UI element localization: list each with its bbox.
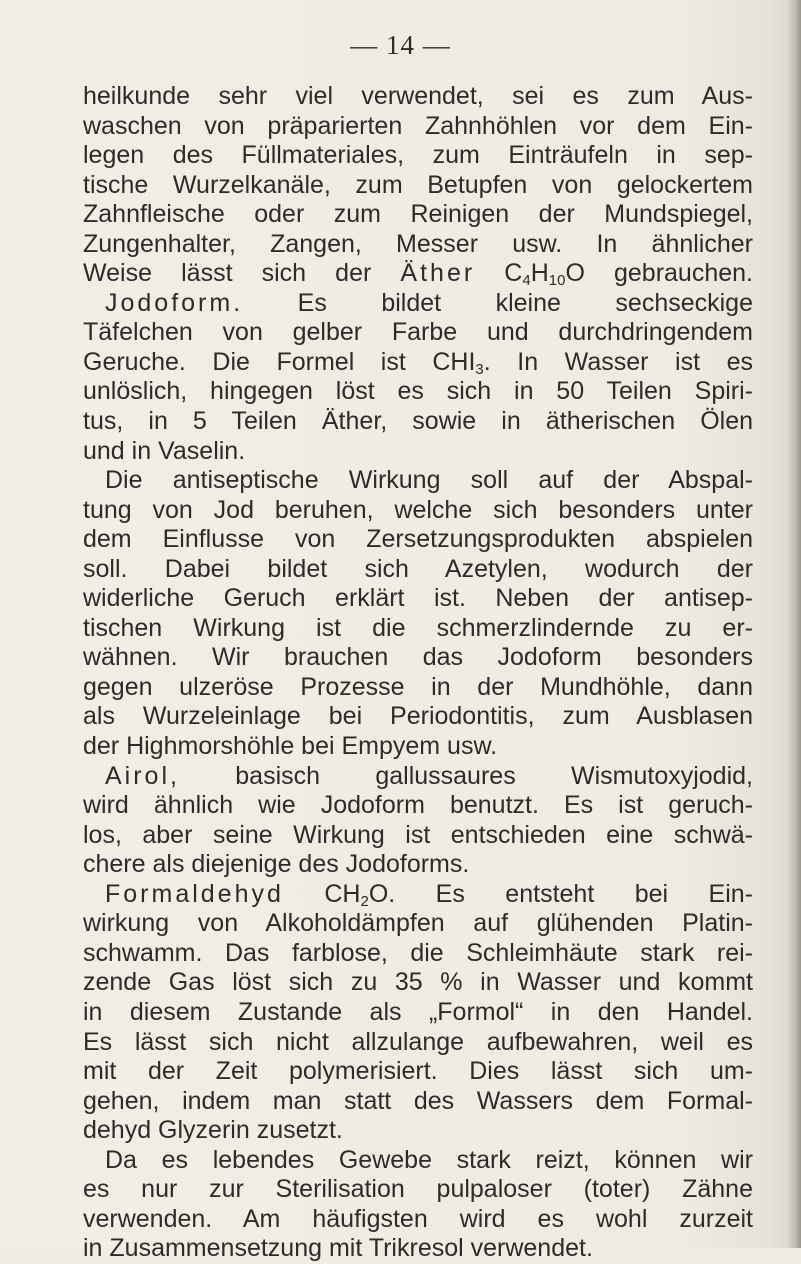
spaced-term-airol: Airol, bbox=[105, 761, 180, 790]
text-line: verwenden. Am häufigsten wird es wohl zurzeit bbox=[83, 1204, 753, 1233]
text-line: als Wurzeleinlage bei Periodontitis, zum Ausblasen bbox=[83, 702, 753, 731]
text-line: es nur zur Sterilisation pulpaloser (toter) Zähne bbox=[83, 1175, 753, 1204]
text-line: tischen Wirkung ist die schmerzlindernde zu er- bbox=[83, 613, 753, 642]
text-line-airol bbox=[83, 762, 753, 792]
spaced-term-ather: Äther bbox=[400, 259, 476, 288]
subscript: 2 bbox=[360, 892, 369, 910]
text-line: dehyd Glyzerin zusetzt. bbox=[83, 1116, 343, 1145]
text-line: waschen von präparierten Zahnhöhlen vor dem Ein- bbox=[83, 111, 753, 140]
text-line: legen des Füllmateriales, zum Einträufeln in sep- bbox=[83, 141, 753, 170]
text-line-formula bbox=[83, 348, 753, 378]
text-line: tung von Jod beruhen, welche sich besonders unter bbox=[83, 495, 753, 524]
text-line: der Highmorshöhle bei Empyem usw. bbox=[83, 732, 498, 761]
text-line: tische Wurzelkanäle, zum Betupfen von gelockertem bbox=[83, 170, 753, 199]
text-line: Zahnfleische oder zum Reinigen der Mundspiegel, bbox=[83, 200, 753, 229]
spaced-term-jodoform: Jodoform. bbox=[105, 288, 244, 317]
text-fragment: CH bbox=[283, 879, 361, 908]
text-line-jodoform bbox=[83, 289, 753, 319]
page-edge-shadow bbox=[787, 0, 801, 1248]
spaced-term-formaldehyd: Formaldehyd bbox=[105, 879, 284, 908]
text-fragment: C bbox=[475, 259, 523, 288]
text-fragment: Weise lässt sich der bbox=[83, 259, 401, 288]
text-line: widerliche Geruch erklärt ist. Neben der antisep- bbox=[83, 584, 753, 613]
text-line: gehen, indem man statt des Wassers dem Formal- bbox=[83, 1086, 753, 1115]
text-line: schwamm. Das farblose, die Schleimhäute stark rei- bbox=[83, 938, 753, 967]
text-fragment: Geruche. Die Formel ist CHI bbox=[83, 347, 476, 376]
text-fragment: Es bildet kleine sechseckige bbox=[243, 288, 753, 317]
text-line: mit der Zeit polymerisiert. Dies lässt sich um- bbox=[83, 1057, 753, 1086]
subscript: 3 bbox=[475, 360, 484, 378]
page-number-header: — 14 — bbox=[350, 30, 451, 60]
text-line: los, aber seine Wirkung ist entschieden eine schwä- bbox=[83, 820, 753, 849]
text-line: tus, in 5 Teilen Äther, sowie in ätherischen Ölen bbox=[83, 407, 753, 436]
text-fragment: O. Es entsteht bei Ein- bbox=[368, 879, 754, 908]
text-line: heilkunde sehr viel verwendet, sei es zum Aus- bbox=[83, 82, 753, 110]
text-fragment: O gebrauchen. bbox=[565, 259, 753, 288]
text-line-ather bbox=[83, 259, 753, 289]
subscript: 10 bbox=[548, 272, 566, 290]
text-line: Täfelchen von gelber Farbe und durchdringendem bbox=[83, 318, 753, 347]
text-fragment: basisch gallussaures Wismutoxyjodid, bbox=[179, 761, 753, 790]
text-line: in Zusammensetzung mit Trikresol verwendet. bbox=[83, 1234, 593, 1263]
text-line: in diesem Zustande als „Formol“ in den Handel. bbox=[83, 997, 753, 1026]
text-line: dem Einflusse von Zersetzungsprodukten abspielen bbox=[83, 525, 753, 554]
text-line: Da es lebendes Gewebe stark reizt, können wir bbox=[105, 1145, 753, 1174]
text-line: wirkung von Alkoholdämpfen auf glühenden Platin- bbox=[83, 909, 753, 938]
text-line: Die antiseptische Wirkung soll auf der Abspal- bbox=[105, 466, 753, 495]
text-line-formaldehyd bbox=[83, 880, 753, 910]
text-line: Zungenhalter, Zangen, Messer usw. In ähnlicher bbox=[83, 229, 753, 258]
text-line: gegen ulzeröse Prozesse in der Mundhöhle, dann bbox=[83, 672, 753, 701]
text-line: chere als diejenige des Jodoforms. bbox=[83, 850, 470, 879]
text-fragment: H bbox=[530, 259, 549, 288]
text-line: unlöslich, hingegen löst es sich in 50 Teilen Spiri- bbox=[83, 377, 753, 406]
text-fragment: . In Wasser ist es bbox=[483, 347, 753, 376]
text-line: und in Vaselin. bbox=[83, 436, 246, 465]
text-line: wird ähnlich wie Jodoform benutzt. Es ist geruch- bbox=[83, 791, 753, 820]
body-text bbox=[83, 82, 753, 1264]
text-line: Es lässt sich nicht allzulange aufbewahren, weil es bbox=[83, 1027, 753, 1056]
text-line: wähnen. Wir brauchen das Jodoform besonders bbox=[83, 643, 753, 672]
text-line: zende Gas löst sich zu 35 % in Wasser und kommt bbox=[83, 968, 753, 997]
subscript: 4 bbox=[522, 272, 531, 290]
text-line: soll. Dabei bildet sich Azetylen, wodurch der bbox=[83, 554, 753, 583]
